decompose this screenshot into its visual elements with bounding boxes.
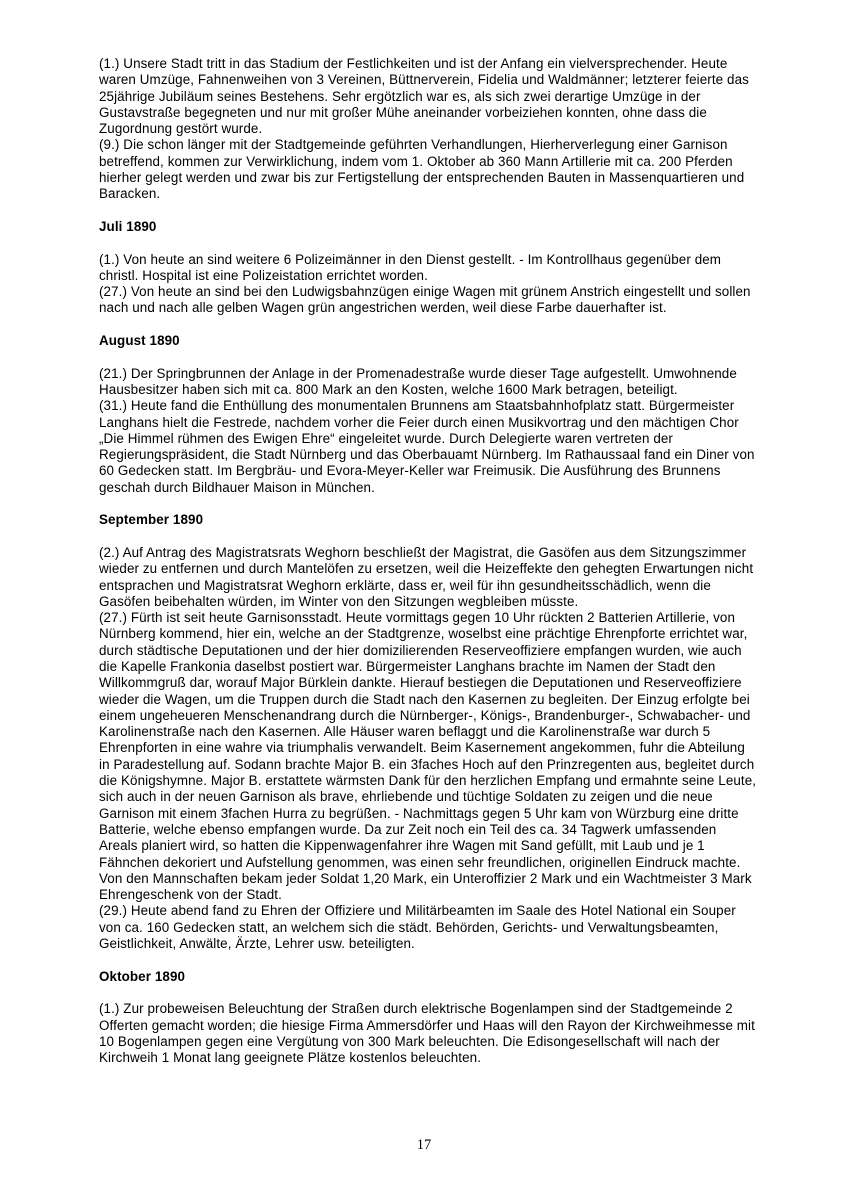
chronicle-entry: (1.) Von heute an sind weitere 6 Polizeimänner in den Dienst gestellt. - Im Kontrollhaus gegenüber dem christl. Hospital ist eine Polizeistation errichtet worden.: [99, 251, 722, 283]
chronicle-entry: (1.) Zur probeweisen Beleuchtung der Straßen durch elektrische Bogenlampen sind der Stadtgemeinde 2 Offerten gemacht worden; die hiesige Firma Ammersdörfer und Haas will den Rayon der Kirchweihmesse mit 10 Bogenlampen gegen eine Vergütung von 300 Mark beleuchten. Die Edisongesellschaft will nach der Kirchweih 1 Monat lang geeignete Plätze kostenlos beleuchten.: [99, 1001, 755, 1066]
chronicle-entry: (29.) Heute abend fand zu Ehren der Offiziere und Militärbeamten im Saale des Hotel National ein Souper von ca. 160 Gedecken statt, an welchem sich die städt. Behörden, Gerichts- und Verwaltungsbeamten, Geistlichkeit, Anwälte, Ärzte, Lehrer usw. beteiligten.: [99, 903, 736, 952]
section-september-1890: [99, 512, 757, 952]
section-june-1890: [99, 56, 757, 203]
chronicle-entry: (31.) Heute fand die Enthüllung des monumentalen Brunnens am Staatsbahnhofplatz statt. Bürgermeister Langhans hielt die Festrede, nachdem vorher die Feier durch einen Musikvortrag und den mächtigen Chor „Die Himmel rühmen des Ewigen Ehre“ eingeleitet wurde. Durch Delegierte waren vertreten der Regierungspräsident, die Stadt Nürnberg und das Oberbauamt Nürnberg. Im Rathaussaal fand ein Diner von 60 Gedecken statt. Im Bergbräu- und Evora-Meyer-Keller war Freimusik. Die Ausführung des Brunnens geschah durch Bildhauer Maison in München.: [99, 398, 755, 495]
month-heading: August 1890: [99, 333, 180, 349]
chronicle-entry: (2.) Auf Antrag des Magistratsrats Weghorn beschließt der Magistrat, die Gasöfen aus dem Sitzungszimmer wieder zu entfernen und durch Mantelöfen zu ersetzen, weil die Heizeffekte den gehegten Erwartungen nicht entsprachen und Magistratsrat Weghorn erklärte, dass er, weil für ihn gesundheitsschädlich, wenn die Gasöfen beibehalten würden, im Winter von den Sitzungen wegbleiben müsste.: [99, 544, 754, 609]
section-juli-1890: [99, 219, 757, 317]
month-heading: Juli 1890: [99, 218, 157, 234]
chronicle-entry: (27.) Fürth ist seit heute Garnisonsstadt. Heute vormittags gegen 10 Uhr rückten 2 Batterien Artillerie, von Nürnberg kommend, hier ein, welche an der Stadtgrenze, woselbst eine prächtige Ehrenpforte errichtet war, durch städtische Deputationen und der hier domizilierenden Reserveoffiziere empfangen wurden, wie auch die Kapelle Frankonia daselbst postiert war. Bürgermeister Langhans brachte im Namen der Stadt den Willkommgruß dar, worauf Major Bürklein dankte. Hierauf bestiegen die Deputationen und Reserveoffiziere wieder die Wagen, um die Truppen durch die Stadt nach den Kasernen zu begleiten. Der Einzug erfolgte bei einem ungeheueren Menschenandrang durch die Nürnberger-, Königs-, Brandenburger-, Schwabacher- und Karolinenstraße nach den Kasernen. Alle Häuser waren beflaggt und die Karolinenstraße war durch 5 Ehrenpforten in eine wahre via triumphalis verwandelt. Beim Kasernement angekommen, fuhr die Abteilung in Paradestellung auf. Sodann brachte Major B. ein 3faches Hoch auf den Prinzregenten aus, begleitet durch die Königshymne. Major B. erstattete wärmsten Dank für den herzlichen Empfang und ermahnte seine Leute, sich auch in der neuen Garnison als brave, ehrliebende und tüchtige Soldaten zu zeigen und die neue Garnison mit einem 3fachen Hurra zu begrüßen. - Nachmittags gegen 5 Uhr kam von Würzburg eine dritte Batterie, welche ebenso empfangen wurde. Da zur Zeit noch ein Teil des ca. 34 Tagwerk umfassenden Areals planiert wird, so hatten die Kippenwagenfahrer ihre Wagen mit Sand gefüllt, mit Laub und je 1 Fähnchen dekoriert und Aufstellung genommen, was einen sehr freundlichen, originellen Eindruck machte. Von den Mannschaften bekam jeder Soldat 1,20 Mark, ein Unteroffizier 2 Mark und ein Wachtmeister 3 Mark Ehrengeschenk von der Stadt.: [99, 610, 757, 903]
section-august-1890: [99, 333, 757, 496]
page-number: 17: [416, 1137, 432, 1153]
section-oktober-1890: [99, 969, 757, 1067]
chronicle-body: [99, 56, 757, 1066]
chronicle-entry: (1.) Unsere Stadt tritt in das Stadium der Festlichkeiten und ist der Anfang ein vielversprechender. Heute waren Umzüge, Fahnenweihen von 3 Vereinen, Büttnerverein, Fidelia und Waldmänner; letzterer feierte das 25jährige Jubiläum seines Bestehens. Sehr ergötzlich war es, als sich zwei derartige Umzüge in der Gustavstraße begegneten und nur mit großer Mühe aneinander vorbeiziehen konnten, ohne dass die Zugordnung gestört wurde.: [99, 56, 749, 137]
chronicle-entry: (27.) Von heute an sind bei den Ludwigsbahnzügen einige Wagen mit grünem Anstrich eingestellt und sollen nach und nach alle gelben Wagen grün angestrichen werden, weil diese Farbe dauerhafter ist.: [99, 284, 751, 316]
chronicle-entry: (21.) Der Springbrunnen der Anlage in der Promenadestraße wurde dieser Tage aufgestellt. Umwohnende Hausbesitzer haben sich mit ca. 800 Mark an den Kosten, welche 1600 Mark betragen, beteiligt.: [99, 365, 737, 397]
month-heading: September 1890: [99, 512, 204, 528]
chronicle-entry: (9.) Die schon länger mit der Stadtgemeinde geführten Verhandlungen, Hierherverlegung einer Garnison betreffend, kommen zur Verwirklichung, indem vom 1. Oktober ab 360 Mann Artillerie mit ca. 200 Pferden hierher gelegt werden und zwar bis zur Fertigstellung der entsprechenden Bauten in Massenquartieren und Baracken.: [99, 137, 745, 202]
month-heading: Oktober 1890: [99, 968, 186, 984]
